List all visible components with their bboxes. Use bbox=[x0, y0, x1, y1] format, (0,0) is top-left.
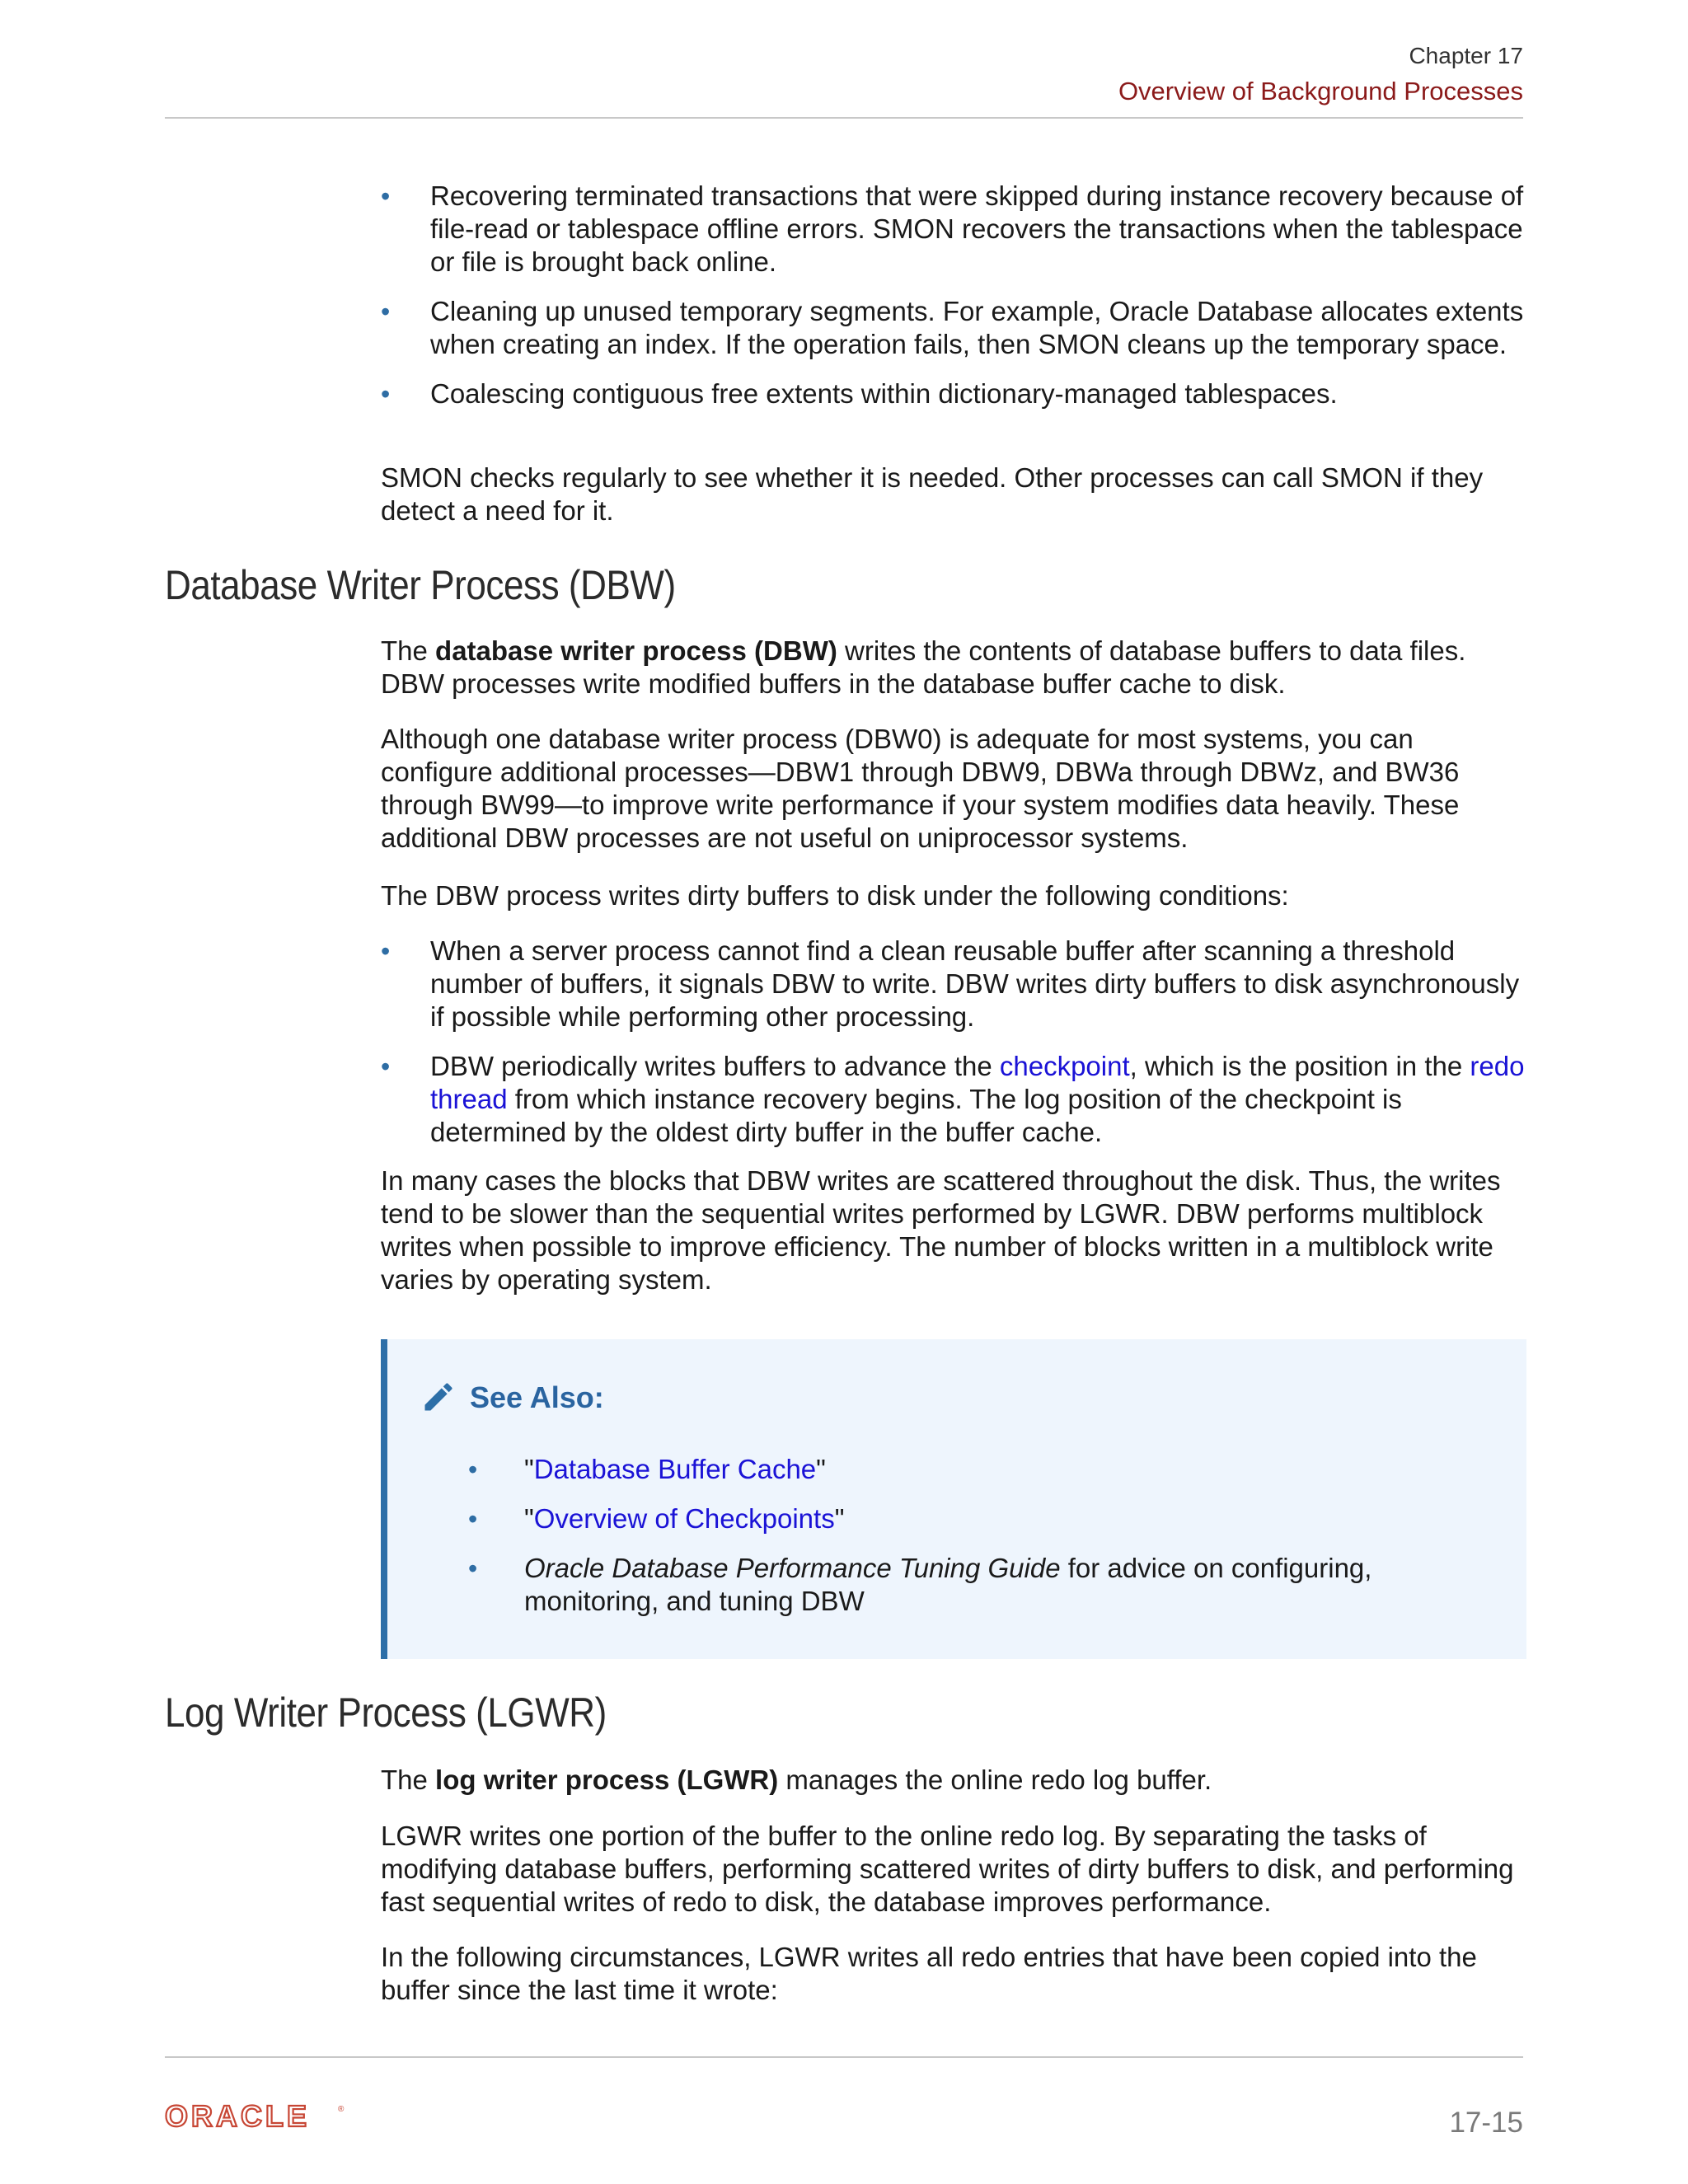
paragraph: In the following circumstances, LGWR writes all redo entries that have been copied into the buffer since the last time it wrote: bbox=[381, 1942, 1477, 2005]
bullet-icon: • bbox=[468, 1554, 478, 1583]
database-buffer-cache-link[interactable]: Database Buffer Cache bbox=[533, 1454, 817, 1484]
text-span: for advice on configuring, monitoring, and tuning DBW bbox=[524, 1553, 1372, 1616]
list-item bbox=[381, 180, 1526, 279]
section-heading-lgwr: Log Writer Process (LGWR) bbox=[165, 1690, 607, 1736]
paragraph: SMON checks regularly to see whether it is needed. Other processes can call SMON if they detect a need for it. bbox=[381, 462, 1484, 526]
list-item bbox=[381, 295, 1526, 361]
bullet-icon: • bbox=[381, 297, 391, 326]
see-also-list bbox=[470, 1453, 1508, 1634]
bullet-icon: • bbox=[468, 1504, 478, 1534]
footer-divider bbox=[165, 2056, 1523, 2058]
header-divider bbox=[165, 117, 1523, 119]
list-item-text bbox=[524, 1553, 1372, 1616]
list-item-text: Recovering terminated transactions that were skipped during instance recovery because of file-read or tablespace offline errors. SMON recovers the transactions when the tablespace or file is brought back online. bbox=[430, 180, 1524, 277]
book-title: Oracle Database Performance Tuning Guide bbox=[524, 1553, 1061, 1583]
note-title: See Also: bbox=[470, 1380, 604, 1414]
page-number: 17-15 bbox=[1449, 2107, 1523, 2139]
section-title: Overview of Background Processes bbox=[1118, 77, 1523, 105]
bullet-icon: • bbox=[381, 181, 391, 211]
overview-of-checkpoints-link[interactable]: Overview of Checkpoints bbox=[533, 1503, 835, 1534]
list-item bbox=[470, 1453, 1508, 1486]
paragraph: Although one database writer process (DBW0) is adequate for most systems, you can configure additional processes—DBW1 through DBW9, DBWa through DBWz, and BW36 through BW99—to improve write performance if your system modifies data heavily. These additional DBW processes are not useful on uniprocessor systems. bbox=[381, 724, 1460, 853]
list-item-text: "Database Buffer Cache" bbox=[524, 1454, 826, 1484]
bullet-icon: • bbox=[381, 936, 391, 966]
text-span: from which instance recovery begins. The log position of the checkpoint is determined by the oldest dirty buffer in the buffer cache. bbox=[430, 1084, 1402, 1147]
pencil-icon bbox=[420, 1379, 457, 1415]
list-item bbox=[381, 377, 1526, 410]
text-span: DBW periodically writes buffers to advance the bbox=[430, 1051, 1000, 1081]
oracle-logo bbox=[165, 2102, 348, 2130]
redo-thread-link[interactable]: redo thread bbox=[430, 1051, 1525, 1114]
svg-text:®: ® bbox=[338, 2105, 345, 2114]
list-item-text: Cleaning up unused temporary segments. For example, Oracle Database allocates extents when creating an index. If the operation fails, then SMON cleans up the temporary space. bbox=[430, 296, 1524, 359]
list-item-text: When a server process cannot find a clean reusable buffer after scanning a threshold number of buffers, it signals DBW to write. DBW writes dirty buffers to disk asynchronously if possible while performing other processing. bbox=[430, 935, 1520, 1032]
text-span: The bbox=[381, 635, 436, 666]
checkpoint-link[interactable]: checkpoint bbox=[999, 1051, 1130, 1081]
text-span: manages the online redo log buffer. bbox=[778, 1765, 1212, 1795]
page-header bbox=[165, 40, 1523, 110]
see-also-note bbox=[381, 1339, 1526, 1659]
bullet-icon: • bbox=[468, 1455, 478, 1484]
bold-term: database writer process (DBW) bbox=[435, 635, 837, 666]
list-item-text: Coalescing contiguous free extents within dictionary-managed tablespaces. bbox=[430, 378, 1338, 409]
section-heading-dbw: Database Writer Process (DBW) bbox=[165, 562, 676, 608]
paragraph: LGWR writes one portion of the buffer to the online redo log. By separating the tasks of modifying database buffers, performing scattered writes of dirty buffers to disk, and performing fast sequential writes of redo to disk, the database improves performance. bbox=[381, 1821, 1514, 1917]
chapter-label: Chapter 17 bbox=[1409, 43, 1523, 68]
dbw-bullet-list bbox=[381, 935, 1526, 1149]
svg-text:ORACLE: ORACLE bbox=[165, 2102, 310, 2130]
list-item bbox=[381, 1050, 1526, 1149]
text-span: writes the contents of database buffers to data files. DBW processes write modified buffers in the database buffer cache to disk. bbox=[381, 635, 1466, 699]
bullet-icon: • bbox=[381, 379, 391, 409]
bullet-icon: • bbox=[381, 1052, 391, 1081]
list-item-text: "Overview of Checkpoints" bbox=[524, 1503, 845, 1534]
paragraph: In many cases the blocks that DBW writes are scattered throughout the disk. Thus, the writes tend to be slower than the sequential writes performed by LGWR. DBW performs multiblock writes when possible to improve efficiency. The number of blocks written in a multiblock write varies by operating system. bbox=[381, 1165, 1501, 1295]
paragraph bbox=[381, 635, 1526, 701]
list-item-text bbox=[430, 1051, 1524, 1147]
smon-bullet-list bbox=[381, 180, 1526, 410]
list-item bbox=[381, 935, 1526, 1033]
paragraph: The DBW process writes dirty buffers to disk under the following conditions: bbox=[381, 880, 1289, 911]
text-span: The bbox=[381, 1765, 436, 1795]
bold-term: log writer process (LGWR) bbox=[435, 1765, 779, 1795]
list-item bbox=[470, 1502, 1508, 1535]
list-item bbox=[470, 1552, 1508, 1618]
text-span: , which is the position in the bbox=[1129, 1051, 1470, 1081]
paragraph bbox=[381, 1764, 1526, 1797]
